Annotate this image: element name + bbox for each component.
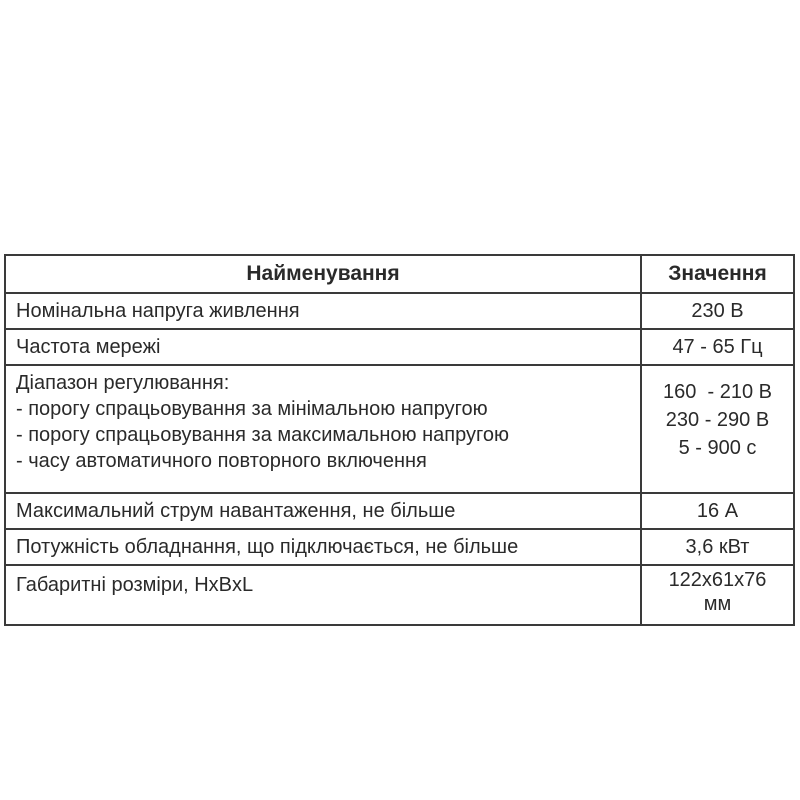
row-name: Габаритні розміри, HxBxL bbox=[5, 565, 641, 625]
table-row bbox=[5, 493, 794, 529]
table-row bbox=[5, 293, 794, 329]
row-name: Максимальний струм навантаження, не більше bbox=[5, 493, 641, 529]
header-value: Значення bbox=[641, 255, 794, 293]
row-name: Потужність обладнання, що підключається, не більше bbox=[5, 529, 641, 565]
row-name-line: - порогу спрацьовування за мінімальною напругою bbox=[16, 398, 488, 420]
row-value-line: 160 - 210 В bbox=[663, 381, 772, 403]
row-name bbox=[5, 365, 641, 493]
row-name: Частота мережі bbox=[5, 329, 641, 365]
row-value-line: 230 - 290 В bbox=[665, 409, 770, 431]
row-name-line: - часу автоматичного повторного включення bbox=[16, 450, 427, 472]
row-value bbox=[641, 365, 794, 493]
row-value-line: 5 - 900 с bbox=[678, 437, 757, 459]
spec-table-header bbox=[5, 255, 794, 293]
header-name: Найменування bbox=[5, 255, 641, 293]
row-value: 16 А bbox=[641, 493, 794, 529]
row-value: 47 - 65 Гц bbox=[641, 329, 794, 365]
row-value: 230 В bbox=[641, 293, 794, 329]
row-value-line: 122x61x76 bbox=[668, 569, 767, 591]
row-name-line: Діапазон регулювання: bbox=[16, 372, 230, 394]
table-row bbox=[5, 329, 794, 365]
row-value: 3,6 кВт bbox=[641, 529, 794, 565]
row-name-line: - порогу спрацьовування за максимальною напругою bbox=[16, 424, 509, 446]
spec-table-body bbox=[5, 293, 794, 625]
row-value-line: мм bbox=[703, 593, 732, 615]
table-row bbox=[5, 365, 794, 493]
row-name: Номінальна напруга живлення bbox=[5, 293, 641, 329]
table-row bbox=[5, 529, 794, 565]
row-value bbox=[641, 565, 794, 625]
header-row bbox=[5, 255, 794, 293]
spec-table bbox=[4, 254, 795, 626]
table-row bbox=[5, 565, 794, 625]
